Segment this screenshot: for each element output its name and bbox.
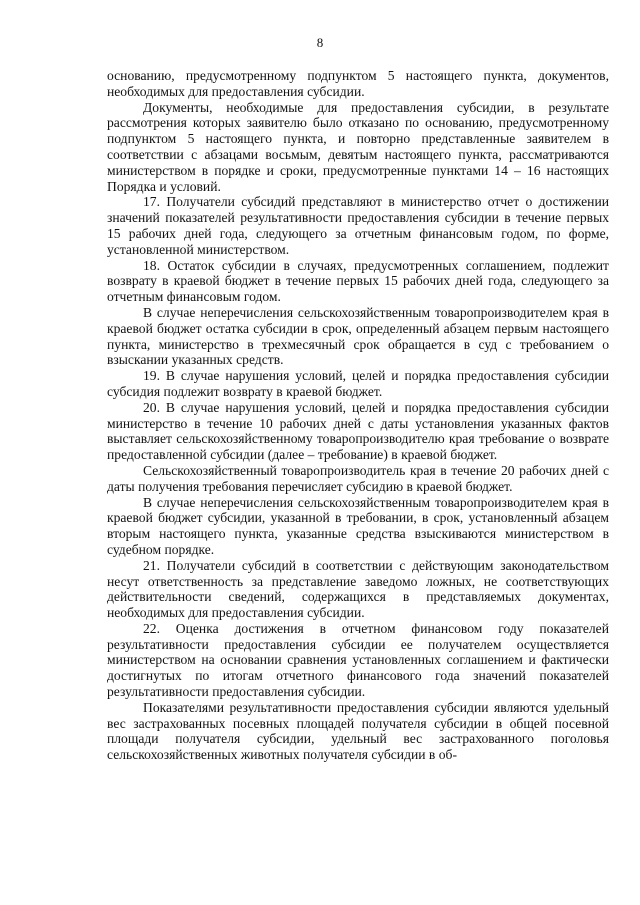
paragraph-22-indicators: Показателями результативности предоставления субсидии являются удельный вес застрахованных посевных площадей получателя субсидии в общей посевной площади получателя субсидии, удельный вес застрахованного поголовья сельскохозяйственных животных получателя субсидии в об-: [107, 699, 609, 763]
paragraph-19-return: 19. В случае нарушения условий, целей и порядка предоставления субсидии субсидия подлежит возврату в краевой бюджет.: [107, 368, 609, 399]
page-number: 8: [316, 35, 324, 50]
paragraph-18-remainder: 18. Остаток субсидии в случаях, предусмотренных соглашением, подлежит возврату в краевой бюджет в течение первых 15 рабочих дней года, следующего за отчетным финансовым годом.: [107, 257, 609, 305]
paragraph-20-requirement: 20. В случае нарушения условий, целей и порядка предоставления субсидии министерство в течение 10 рабочих дней с даты установления указанных фактов выставляет сельскохозяйственному товаропроизводителю края требование о возврате предоставленной субсидии (далее – требование) в краевой бюджет.: [107, 399, 609, 463]
paragraph-continuation: основанию, предусмотренному подпунктом 5 настоящего пункта, документов, необходимых для предоставления субсидии.: [107, 68, 609, 99]
paragraph-21-responsibility: 21. Получатели субсидий в соответствии с действующим законодательством несут ответственность за представление заведомо ложных, не соответствующих действительности сведений, содержащихся в представляемых документах, необходимых для предоставления субсидии.: [107, 557, 609, 621]
document-body: [107, 68, 609, 763]
paragraph-17-report: 17. Получатели субсидий представляют в министерство отчет о достижении значений показателей результативности предоставления субсидии в течение первых 15 рабочих дней года, следующего за отчетным финансовым годом, по форме, установленной министерством.: [107, 194, 609, 257]
paragraph-18-court: В случае неперечисления сельскохозяйственным товаропроизводителем края в краевой бюджет остатка субсидии в срок, определенный абзацем первым настоящего пункта, министерство в трехмесячный срок обращается в суд с требованием о взыскании указанных средств.: [107, 304, 609, 368]
paragraph-documents-resubmission: Документы, необходимые для предоставления субсидии, в результате рассмотрения которых заявителю было отказано по основанию, предусмотренному подпунктом 5 настоящего пункта, и повторно представленные заявителем в соответствии с абзацами восьмым, девятым настоящего пункта, рассматриваются министерством в порядке и сроки, предусмотренные пунктами 14 – 16 настоящих Порядка и условий.: [107, 99, 609, 194]
paragraph-20-recovery: В случае неперечисления сельскохозяйственным товаропроизводителем края в краевой бюджет субсидии, указанной в требовании, в срок, установленный абзацем вторым настоящего пункта, указанные средства взыскиваются министерством в судебном порядке.: [107, 494, 609, 557]
paragraph-22-assessment: 22. Оценка достижения в отчетном финансовом году показателей результативности предоставления субсидии ее получателем осуществляется министерством на основании сравнения установленных соглашением и фактически достигнутых по итогам отчетного финансового года значений показателей результативности предоставления субсидии.: [107, 620, 609, 700]
paragraph-20-transfer: Сельскохозяйственный товаропроизводитель края в течение 20 рабочих дней с даты получения требования перечисляет субсидию в краевой бюджет.: [107, 462, 609, 494]
